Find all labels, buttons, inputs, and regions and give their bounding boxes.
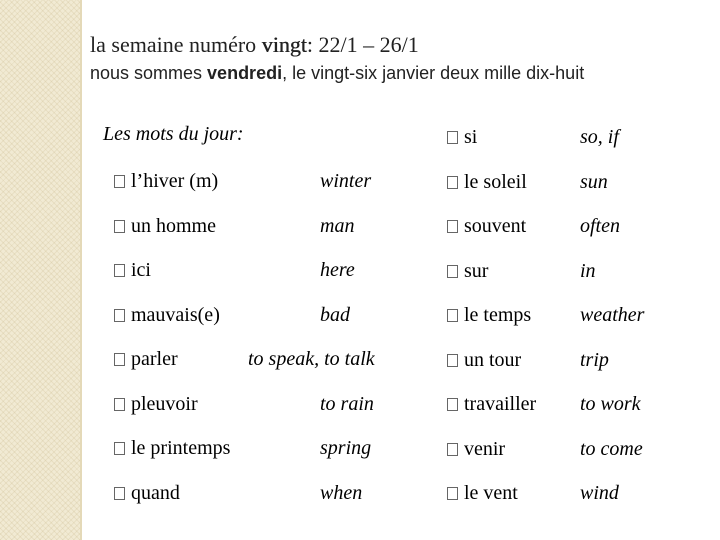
checkbox-icon (447, 220, 458, 233)
checkbox-icon (114, 442, 125, 455)
right-french-word (447, 171, 527, 194)
checkbox-icon (447, 131, 458, 144)
french-word-text: le vent (464, 482, 518, 504)
left-french-word (114, 437, 230, 460)
right-english-translation: in (580, 259, 596, 282)
left-english-translation: spring (320, 437, 372, 459)
left-english-translation: winter (320, 170, 372, 192)
right-english-translation: wind (580, 482, 619, 504)
french-word-text: pleuvoir (131, 392, 198, 415)
right-french-word (447, 349, 521, 372)
left-english-translation: man (320, 214, 355, 237)
title-prefix: la semaine numéro (90, 32, 262, 57)
title-suffix: : 22/1 – 26/1 (306, 32, 419, 57)
checkbox-icon (114, 264, 125, 277)
right-english-translation: sun (580, 170, 608, 193)
stripe-divider (80, 0, 82, 540)
checkbox-icon (114, 353, 125, 366)
checkbox-icon (447, 265, 458, 278)
french-word-text: le temps (464, 304, 532, 326)
left-english-translation: here (320, 259, 355, 281)
checkbox-icon (114, 487, 125, 500)
checkbox-icon (114, 398, 125, 411)
french-word-text: l’hiver (m) (131, 170, 219, 192)
french-word-text: ici (131, 259, 151, 281)
left-english-translation: bad (320, 303, 350, 326)
left-english-translation: to speak, to talk (248, 348, 375, 370)
french-word-text: un tour (464, 348, 522, 371)
french-word-text: si (464, 126, 478, 148)
right-french-word (447, 482, 518, 505)
left-french-word (114, 482, 180, 505)
checkbox-icon (447, 176, 458, 189)
right-english-translation: weather (580, 304, 645, 326)
right-french-word (447, 126, 477, 149)
checkbox-icon (447, 398, 458, 411)
vocab-heading: Les mots du jour: (103, 123, 244, 145)
right-french-word (447, 304, 531, 327)
right-english-translation: to come (580, 437, 643, 460)
french-word-text: sur (464, 259, 489, 282)
french-word-text: travailler (464, 393, 537, 415)
right-french-word (447, 215, 526, 238)
left-english-translation: to rain (320, 392, 374, 415)
french-word-text: parler (131, 348, 178, 370)
checkbox-icon (114, 220, 125, 233)
checkbox-icon (447, 309, 458, 322)
right-english-translation: so, if (580, 126, 619, 148)
french-word-text: souvent (464, 215, 527, 237)
subtitle-suffix: , le vingt-six janvier deux mille dix-huit (282, 63, 585, 83)
french-word-text: mauvais(e) (131, 303, 220, 326)
left-french-word (114, 304, 220, 327)
decorative-side-stripe (0, 0, 80, 540)
checkbox-icon (114, 309, 125, 322)
left-french-word (114, 215, 216, 238)
right-english-translation: often (580, 215, 620, 237)
left-french-word (114, 259, 151, 282)
subtitle-prefix: nous sommes (90, 63, 208, 83)
right-english-translation: trip (580, 348, 609, 371)
left-french-word (114, 393, 198, 416)
subtitle-bold: vendredi (207, 63, 283, 83)
left-french-word (114, 170, 218, 193)
checkbox-icon (447, 487, 458, 500)
french-word-text: le soleil (464, 170, 527, 193)
french-word-text: un homme (131, 214, 216, 237)
right-french-word (447, 260, 488, 283)
right-french-word (447, 438, 505, 461)
right-french-word (447, 393, 536, 416)
page-subtitle (90, 63, 584, 84)
page-title (90, 32, 419, 58)
checkbox-icon (447, 443, 458, 456)
french-word-text: venir (464, 437, 506, 460)
title-bold: vingt (261, 32, 307, 57)
french-word-text: le printemps (131, 437, 231, 459)
checkbox-icon (447, 354, 458, 367)
left-english-translation: when (320, 481, 363, 504)
checkbox-icon (114, 175, 125, 188)
right-english-translation: to work (580, 393, 641, 415)
french-word-text: quand (131, 481, 180, 504)
left-french-word (114, 348, 178, 371)
